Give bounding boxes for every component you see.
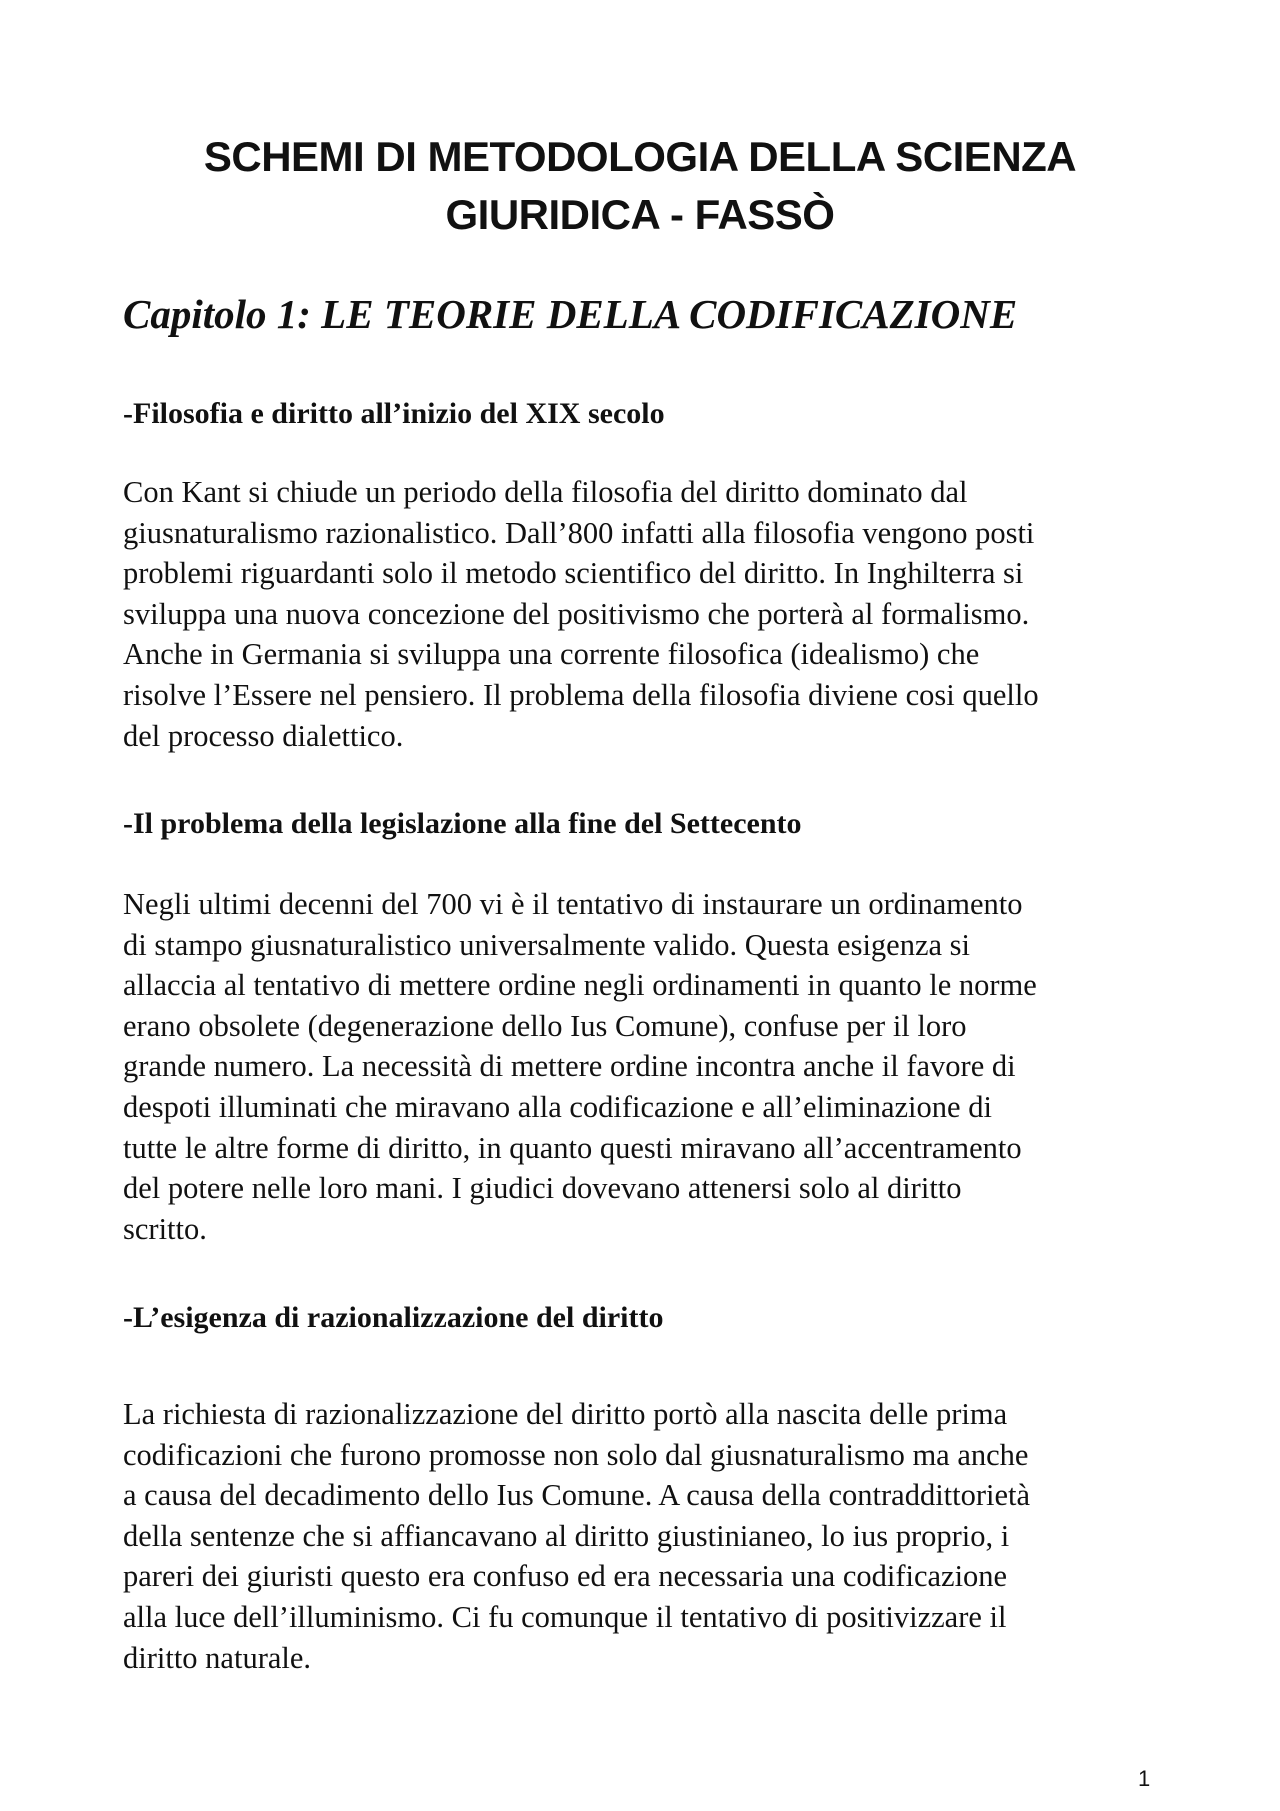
chapter-title: Capitolo 1: LE TEORIE DELLA CODIFICAZIONE bbox=[123, 291, 1018, 337]
paragraph-line: pareri dei giuristi questo era confuso ed era necessaria una codificazione bbox=[123, 1559, 1008, 1594]
paragraph-line: Negli ultimi decenni del 700 vi è il tentativo di instaurare un ordinamento bbox=[123, 887, 1023, 921]
paragraph-problema-legislazione bbox=[123, 884, 1037, 1249]
paragraph-line: erano obsolete (degenerazione dello Ius Comune), confuse per il loro bbox=[123, 1008, 967, 1043]
paragraph-filosofia-diritto bbox=[123, 472, 1039, 756]
section-heading-razionalizzazione: -L’esigenza di razionalizzazione del diritto bbox=[123, 1301, 664, 1334]
paragraph-line: a causa del decadimento dello Ius Comune. A causa della contraddittorietà bbox=[123, 1478, 1031, 1513]
paragraph-line: del potere nelle loro mani. I giudici dovevano attenersi solo al diritto bbox=[123, 1171, 962, 1206]
paragraph-line: alla luce dell’illuminismo. Ci fu comunque il tentativo di positivizzare il bbox=[123, 1599, 1007, 1634]
paragraph-razionalizzazione bbox=[123, 1394, 1030, 1678]
paragraph-line: codificazioni che furono promosse non solo dal giusnaturalismo ma anche bbox=[123, 1437, 1029, 1472]
paragraph-line: problemi riguardanti solo il metodo scientifico del diritto. In Inghilterra si bbox=[123, 556, 1024, 591]
paragraph-line: tutte le altre forme di diritto, in quanto questi miravano all’accentramento bbox=[123, 1130, 1022, 1165]
paragraph-line: diritto naturale. bbox=[123, 1640, 312, 1675]
paragraph-line: La richiesta di razionalizzazione del diritto portò alla nascita delle prima bbox=[123, 1397, 1008, 1431]
paragraph-line: della sentenze che si affiancavano al diritto giustinianeo, lo ius proprio, i bbox=[123, 1518, 1010, 1553]
paragraph-line: del processo dialettico. bbox=[123, 718, 404, 753]
document-title-line: GIURIDICA - FASSÒ bbox=[445, 191, 835, 238]
paragraph-line: allaccia al tentativo di mettere ordine negli ordinamenti in quanto le norme bbox=[123, 968, 1037, 1003]
paragraph-line: risolve l’Essere nel pensiero. Il problema della filosofia diviene cosi quello bbox=[123, 677, 1039, 712]
paragraph-line: scritto. bbox=[123, 1211, 207, 1246]
section-heading-problema-legislazione: -Il problema della legislazione alla fine del Settecento bbox=[123, 807, 802, 840]
document-title-line: SCHEMI DI METODOLOGIA DELLA SCIENZA bbox=[203, 133, 1077, 180]
document-title bbox=[100, 128, 1180, 244]
paragraph-line: giusnaturalismo razionalistico. Dall’800 infatti alla filosofia vengono posti bbox=[123, 515, 1035, 550]
paragraph-line: di stampo giusnaturalistico universalmente valido. Questa esigenza si bbox=[123, 927, 971, 962]
paragraph-line: grande numero. La necessità di mettere ordine incontra anche il favore di bbox=[123, 1049, 1016, 1084]
paragraph-line: sviluppa una nuova concezione del positivismo che porterà al formalismo. bbox=[123, 596, 1030, 631]
section-heading-filosofia-diritto: -Filosofia e diritto all’inizio del XIX secolo bbox=[123, 397, 665, 430]
page-number: 1 bbox=[1138, 1766, 1151, 1791]
paragraph-line: Anche in Germania si sviluppa una corrente filosofica (idealismo) che bbox=[123, 637, 980, 672]
paragraph-line: Con Kant si chiude un periodo della filosofia del diritto dominato dal bbox=[123, 475, 968, 509]
paragraph-line: despoti illuminati che miravano alla codificazione e all’eliminazione di bbox=[123, 1089, 992, 1124]
